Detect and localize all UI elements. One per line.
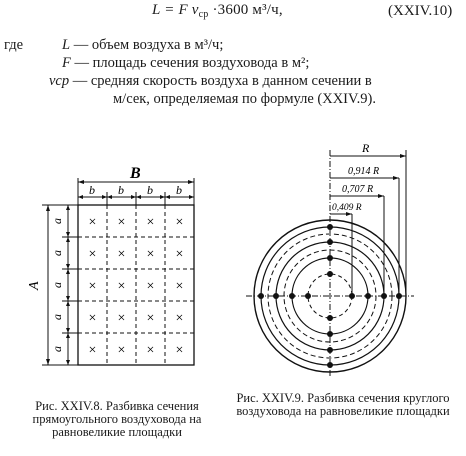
- formula-lhs: L = F v: [152, 2, 199, 18]
- cell-marker: ×: [88, 311, 97, 326]
- formula-subscript: ср: [198, 9, 209, 20]
- where-label: где: [4, 37, 24, 53]
- column-label: b: [176, 183, 182, 197]
- measurement-point: [327, 239, 333, 245]
- figure1-caption-text: Рис. XXIV.8. Разбивка сечения прямоугольного воздуховода на равновеликие площадки: [32, 399, 202, 439]
- figure2-caption: [232, 392, 454, 418]
- cell-marker: ×: [175, 279, 184, 294]
- cell-marker: ×: [146, 311, 155, 326]
- measurement-point: [273, 293, 279, 299]
- definition-symbol: vср: [49, 73, 70, 89]
- cell-marker: ×: [175, 215, 184, 230]
- cell-marker: ×: [117, 247, 126, 262]
- cell-marker: ×: [88, 279, 97, 294]
- measurement-point: [327, 315, 333, 321]
- cell-marker: ×: [146, 279, 155, 294]
- equation-number: (XXIV.10): [388, 3, 453, 19]
- ring-label-0707: 0,707 R: [342, 184, 374, 195]
- measurement-point: [327, 255, 333, 261]
- cell-marker: ×: [175, 311, 184, 326]
- definition-text: — средняя скорость воздуха в данном сечении в: [72, 73, 372, 89]
- cell-marker: ×: [146, 247, 155, 262]
- cell-marker: ×: [175, 247, 184, 262]
- cell-marker: ×: [175, 343, 184, 358]
- measurement-point: [327, 224, 333, 230]
- measurement-point: [327, 331, 333, 337]
- row-label: a: [50, 282, 64, 288]
- row-label: a: [50, 346, 64, 352]
- measurement-point: [327, 271, 333, 277]
- radius-label: R: [362, 141, 370, 155]
- measurement-point: [365, 293, 371, 299]
- figure2-caption-text: Рис. XXIV.9. Разбивка сечения круглого воздуховода на равновеликие площадки: [236, 391, 450, 418]
- column-label: b: [118, 183, 124, 197]
- ring-label-0409: 0,409 R: [332, 203, 362, 213]
- measurement-point: [327, 362, 333, 368]
- measurement-point: [349, 293, 355, 299]
- cell-marker: ×: [117, 311, 126, 326]
- cell-marker: ×: [117, 279, 126, 294]
- cell-marker: ×: [146, 343, 155, 358]
- measurement-point: [381, 293, 387, 299]
- definition-symbol: F: [62, 55, 71, 71]
- cell-marker: ×: [117, 215, 126, 230]
- row-label: a: [50, 218, 64, 224]
- definition-text: — площадь сечения воздуховода в м²;: [74, 55, 310, 71]
- cell-marker: ×: [88, 215, 97, 230]
- definition-text: м/сек, определяемая по формуле (XXIV.9).: [113, 91, 376, 107]
- formula-rhs: ·3600 м³/ч,: [212, 2, 283, 18]
- cell-marker: ×: [146, 215, 155, 230]
- column-label: b: [89, 183, 95, 197]
- figure1-caption: [12, 400, 222, 439]
- row-label: a: [50, 250, 64, 256]
- measurement-point: [327, 347, 333, 353]
- definition-symbol: L: [62, 37, 71, 53]
- width-label: B: [130, 165, 141, 182]
- measurement-point: [258, 293, 264, 299]
- cell-marker: ×: [88, 247, 97, 262]
- cell-marker: ×: [117, 343, 126, 358]
- measurement-point: [396, 293, 402, 299]
- ring-label-0914: 0,914 R: [348, 166, 380, 177]
- measurement-point: [305, 293, 311, 299]
- column-label: b: [147, 183, 153, 197]
- row-label: a: [50, 314, 64, 320]
- height-label: A: [27, 281, 42, 290]
- measurement-point: [289, 293, 295, 299]
- cell-marker: ×: [88, 343, 97, 358]
- definition-text: — объем воздуха в м³/ч;: [73, 37, 224, 53]
